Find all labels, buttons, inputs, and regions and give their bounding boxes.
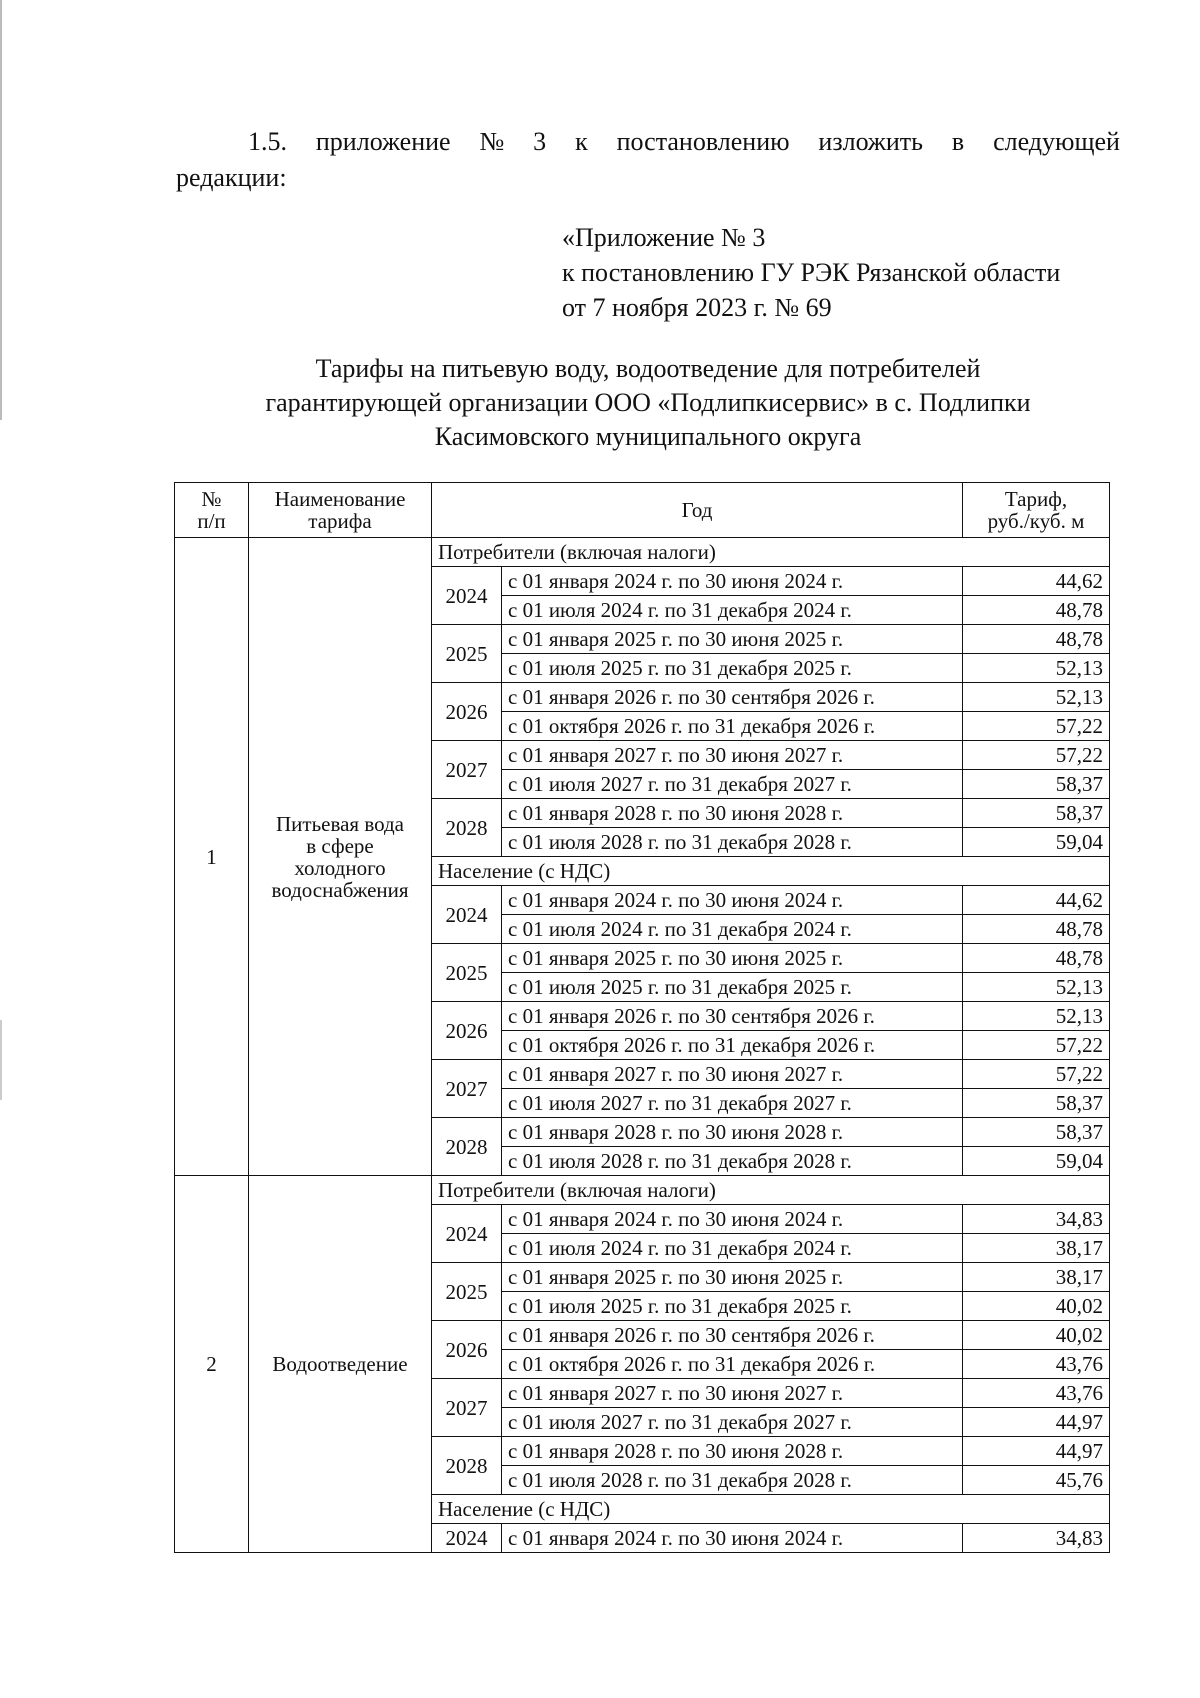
- period-cell: с 01 июля 2025 г. по 31 декабря 2025 г.: [502, 1292, 963, 1321]
- header-rate-line-1: Тариф,: [1004, 487, 1068, 511]
- rate-cell: 48,78: [963, 915, 1110, 944]
- rate-cell: 34,83: [963, 1524, 1110, 1553]
- header-rate: [963, 483, 1110, 538]
- period-cell: с 01 января 2028 г. по 30 июня 2028 г.: [502, 1118, 963, 1147]
- rate-cell: 34,83: [963, 1205, 1110, 1234]
- group-label: Потребители (включая налоги): [432, 538, 1110, 567]
- period-cell: с 01 января 2028 г. по 30 июня 2028 г.: [502, 799, 963, 828]
- period-cell: с 01 января 2027 г. по 30 июня 2027 г.: [502, 1379, 963, 1408]
- tariff-name-line: водоснабжения: [271, 877, 409, 902]
- period-cell: с 01 июля 2027 г. по 31 декабря 2027 г.: [502, 770, 963, 799]
- intro-line-1: [176, 124, 1120, 160]
- year-cell: 2027: [432, 1060, 502, 1118]
- header-year: Год: [432, 483, 963, 538]
- header-number-line-2: п/п: [197, 509, 226, 533]
- rate-cell: 40,02: [963, 1292, 1110, 1321]
- period-cell: с 01 января 2026 г. по 30 сентября 2026 г.: [502, 1002, 963, 1031]
- scan-edge-mark: [0, 0, 2, 420]
- intro-word: следующей: [993, 127, 1120, 156]
- intro-word: к: [575, 127, 588, 156]
- period-cell: с 01 октября 2026 г. по 31 декабря 2026 г.: [502, 712, 963, 741]
- rate-cell: 48,78: [963, 596, 1110, 625]
- rate-cell: 38,17: [963, 1234, 1110, 1263]
- appendix-line-1: «Приложение № 3: [562, 223, 766, 252]
- period-cell: с 01 июля 2027 г. по 31 декабря 2027 г.: [502, 1089, 963, 1118]
- group-label: Население (с НДС): [432, 857, 1110, 886]
- year-cell: 2024: [432, 1205, 502, 1263]
- rate-cell: 58,37: [963, 770, 1110, 799]
- title-line-2: гарантирующей организации ООО «Подлипкисервис» в с. Подлипки: [265, 388, 1031, 417]
- year-cell: 2024: [432, 567, 502, 625]
- rate-cell: 58,37: [963, 1118, 1110, 1147]
- rate-cell: 58,37: [963, 1089, 1110, 1118]
- tariff-name-line: в сфере: [306, 833, 374, 858]
- group-row: [175, 1176, 1110, 1205]
- rate-cell: 44,97: [963, 1437, 1110, 1466]
- period-cell: с 01 января 2024 г. по 30 июня 2024 г.: [502, 1524, 963, 1553]
- row-number: 1: [175, 538, 249, 1176]
- intro-word: изложить: [818, 127, 924, 156]
- rate-cell: 52,13: [963, 973, 1110, 1002]
- period-cell: с 01 января 2026 г. по 30 сентября 2026 г.: [502, 1321, 963, 1350]
- rate-cell: 57,22: [963, 1031, 1110, 1060]
- header-name-line-2: тарифа: [308, 509, 372, 533]
- period-cell: с 01 октября 2026 г. по 31 декабря 2026 г.: [502, 1031, 963, 1060]
- rate-cell: 59,04: [963, 1147, 1110, 1176]
- tariff-name: [249, 538, 432, 1176]
- year-cell: 2025: [432, 944, 502, 1002]
- year-cell: 2024: [432, 886, 502, 944]
- intro-paragraph: [176, 124, 1120, 196]
- period-cell: с 01 июля 2028 г. по 31 декабря 2028 г.: [502, 1147, 963, 1176]
- intro-line-2: редакции:: [176, 163, 287, 192]
- rate-cell: 59,04: [963, 828, 1110, 857]
- period-cell: с 01 января 2027 г. по 30 июня 2027 г.: [502, 741, 963, 770]
- row-number: 2: [175, 1176, 249, 1553]
- table-header: [175, 483, 1110, 538]
- year-cell: 2026: [432, 1002, 502, 1060]
- period-cell: с 01 января 2028 г. по 30 июня 2028 г.: [502, 1437, 963, 1466]
- group-row: [175, 538, 1110, 567]
- tariff-name: [249, 1176, 432, 1553]
- rate-cell: 57,22: [963, 1060, 1110, 1089]
- period-cell: с 01 июля 2024 г. по 31 декабря 2024 г.: [502, 1234, 963, 1263]
- rate-cell: 52,13: [963, 654, 1110, 683]
- period-cell: с 01 января 2027 г. по 30 июня 2027 г.: [502, 1060, 963, 1089]
- header-number-line-1: №: [201, 487, 222, 511]
- year-cell: 2027: [432, 741, 502, 799]
- period-cell: с 01 июля 2024 г. по 31 декабря 2024 г.: [502, 915, 963, 944]
- intro-word: постановлению: [616, 127, 790, 156]
- rate-cell: 38,17: [963, 1263, 1110, 1292]
- year-cell: 2027: [432, 1379, 502, 1437]
- title-line-1: Тарифы на питьевую воду, водоотведение для потребителей: [315, 354, 981, 383]
- rate-cell: 44,97: [963, 1408, 1110, 1437]
- intro-word: 3: [533, 127, 547, 156]
- period-cell: с 01 января 2026 г. по 30 сентября 2026 г.: [502, 683, 963, 712]
- tariff-name-line: Питьевая вода: [275, 811, 405, 836]
- group-label: Потребители (включая налоги): [432, 1176, 1110, 1205]
- period-cell: с 01 июля 2025 г. по 31 декабря 2025 г.: [502, 973, 963, 1002]
- appendix-line-2: к постановлению ГУ РЭК Рязанской области: [562, 258, 1061, 287]
- header-number: [175, 483, 249, 538]
- header-rate-line-2: руб./куб. м: [987, 509, 1085, 533]
- rate-cell: 57,22: [963, 741, 1110, 770]
- rate-cell: 43,76: [963, 1350, 1110, 1379]
- period-cell: с 01 января 2025 г. по 30 июня 2025 г.: [502, 944, 963, 973]
- rate-cell: 45,76: [963, 1466, 1110, 1495]
- year-cell: 2028: [432, 799, 502, 857]
- tariff-name-line: Водоотведение: [272, 1352, 408, 1376]
- table-body: [175, 538, 1110, 1553]
- year-cell: 2028: [432, 1118, 502, 1176]
- period-cell: с 01 июля 2027 г. по 31 декабря 2027 г.: [502, 1408, 963, 1437]
- rate-cell: 52,13: [963, 683, 1110, 712]
- period-cell: с 01 октября 2026 г. по 31 декабря 2026 г.: [502, 1350, 963, 1379]
- intro-word: №: [479, 127, 505, 156]
- rate-cell: 43,76: [963, 1379, 1110, 1408]
- year-cell: 2024: [432, 1524, 502, 1553]
- year-cell: 2025: [432, 625, 502, 683]
- year-cell: 2028: [432, 1437, 502, 1495]
- scan-edge-mark: [0, 1020, 2, 1100]
- period-cell: с 01 июля 2028 г. по 31 декабря 2028 г.: [502, 1466, 963, 1495]
- year-cell: 2026: [432, 1321, 502, 1379]
- period-cell: с 01 июля 2024 г. по 31 декабря 2024 г.: [502, 596, 963, 625]
- appendix-reference: [562, 220, 1060, 325]
- group-label: Население (с НДС): [432, 1495, 1110, 1524]
- period-cell: с 01 января 2024 г. по 30 июня 2024 г.: [502, 886, 963, 915]
- intro-word: 1.5.: [248, 127, 287, 156]
- rate-cell: 48,78: [963, 625, 1110, 654]
- rate-cell: 44,62: [963, 567, 1110, 596]
- rate-cell: 58,37: [963, 799, 1110, 828]
- rate-cell: 52,13: [963, 1002, 1110, 1031]
- period-cell: с 01 января 2024 г. по 30 июня 2024 г.: [502, 567, 963, 596]
- rate-cell: 57,22: [963, 712, 1110, 741]
- appendix-line-3: от 7 ноября 2023 г. № 69: [562, 293, 832, 322]
- year-cell: 2026: [432, 683, 502, 741]
- period-cell: с 01 июля 2028 г. по 31 декабря 2028 г.: [502, 828, 963, 857]
- period-cell: с 01 июля 2025 г. по 31 декабря 2025 г.: [502, 654, 963, 683]
- rate-cell: 44,62: [963, 886, 1110, 915]
- intro-word: приложение: [315, 127, 451, 156]
- year-cell: 2025: [432, 1263, 502, 1321]
- period-cell: с 01 января 2025 г. по 30 июня 2025 г.: [502, 1263, 963, 1292]
- tariff-table: [174, 482, 1110, 1553]
- intro-word: в: [951, 127, 965, 156]
- table-title: [176, 352, 1120, 454]
- header-tariff-name: [249, 483, 432, 538]
- header-name-line-1: Наименование: [274, 487, 406, 511]
- title-line-3: Касимовского муниципального округа: [434, 422, 862, 451]
- rate-cell: 48,78: [963, 944, 1110, 973]
- period-cell: с 01 января 2024 г. по 30 июня 2024 г.: [502, 1205, 963, 1234]
- rate-cell: 40,02: [963, 1321, 1110, 1350]
- period-cell: с 01 января 2025 г. по 30 июня 2025 г.: [502, 625, 963, 654]
- tariff-name-line: холодного: [294, 855, 386, 880]
